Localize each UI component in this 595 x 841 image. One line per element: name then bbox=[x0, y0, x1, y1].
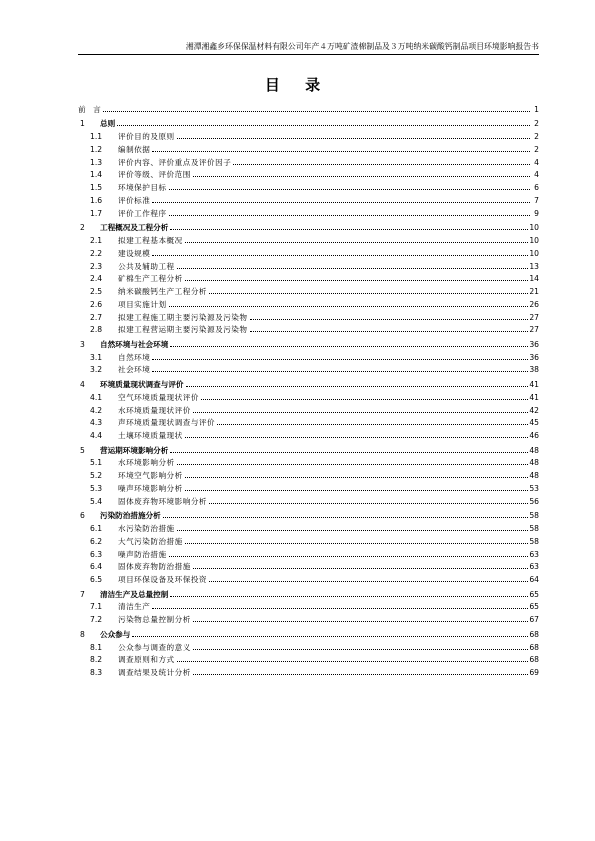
toc-entry-page-number: 65 bbox=[529, 589, 539, 599]
toc-entry-number: 2.3 bbox=[90, 261, 103, 271]
toc-entry[interactable] bbox=[78, 220, 539, 233]
toc-entry[interactable] bbox=[78, 141, 539, 154]
toc-entry[interactable] bbox=[78, 192, 539, 205]
dot-leader bbox=[177, 660, 529, 662]
toc-entry-number: 2.8 bbox=[90, 325, 103, 335]
toc-entry[interactable] bbox=[78, 309, 539, 322]
toc-entry-number: 6.3 bbox=[90, 549, 103, 559]
toc-entry-title: 工程概况及工程分析 bbox=[100, 223, 169, 233]
toc-entry-number: 4.2 bbox=[90, 405, 103, 415]
dot-leader bbox=[170, 595, 528, 597]
dot-leader bbox=[193, 673, 528, 675]
toc-entry-number: 3.2 bbox=[90, 365, 103, 375]
toc-entry[interactable] bbox=[78, 245, 539, 258]
toc-entry-page-number: 48 bbox=[529, 445, 539, 455]
toc-entry-page-number: 65 bbox=[529, 602, 539, 612]
dot-leader bbox=[185, 436, 529, 438]
toc-entry-title: 水污染防治措施 bbox=[118, 524, 175, 534]
toc-entry-page-number: 56 bbox=[529, 496, 539, 506]
dot-leader bbox=[132, 635, 528, 637]
toc-entry-number: 1 bbox=[80, 119, 85, 129]
toc-entry-number: 1.7 bbox=[90, 208, 103, 218]
dot-leader bbox=[193, 648, 528, 650]
toc-entry-page-number: 2 bbox=[534, 132, 539, 142]
toc-entry-number: 6 bbox=[80, 511, 85, 521]
toc-entry-page-number: 63 bbox=[529, 549, 539, 559]
toc-entry-number: 1.5 bbox=[90, 183, 103, 193]
toc-entry-title: 水环境质量现状评价 bbox=[118, 405, 191, 415]
toc-entry-page-number: 36 bbox=[529, 339, 539, 349]
toc-entry[interactable] bbox=[78, 533, 539, 546]
toc-entry-title: 噪声环境影响分析 bbox=[118, 483, 183, 493]
toc-entry-title: 拟建工程营运期主要污染源及污染物 bbox=[118, 325, 248, 335]
toc-entry-title: 评价工作程序 bbox=[118, 208, 167, 218]
dot-leader bbox=[193, 620, 528, 622]
toc-entry-number: 8.2 bbox=[90, 655, 103, 665]
toc-entry[interactable] bbox=[78, 283, 539, 296]
toc-entry-title: 污染物总量控制分析 bbox=[118, 615, 191, 625]
toc-entry-number: 7.2 bbox=[90, 615, 103, 625]
header-rule bbox=[78, 54, 539, 55]
toc-entry-number: 1.2 bbox=[90, 144, 103, 154]
toc-entry-page-number: 21 bbox=[529, 287, 539, 297]
toc-entry-number: 6.4 bbox=[90, 562, 103, 572]
toc-entry-title: 水环境影响分析 bbox=[118, 458, 175, 468]
toc-entry-page-number: 7 bbox=[534, 195, 539, 205]
toc-entry-title: 矿棉生产工程分析 bbox=[118, 274, 183, 284]
toc-entry[interactable] bbox=[78, 296, 539, 309]
toc-entry[interactable] bbox=[78, 493, 539, 506]
dot-leader bbox=[177, 463, 529, 465]
dot-leader bbox=[209, 292, 528, 294]
toc-entry-page-number: 27 bbox=[529, 325, 539, 335]
toc-entry-number: 8.1 bbox=[90, 642, 103, 652]
dot-leader bbox=[193, 567, 528, 569]
toc-entry-page-number: 27 bbox=[529, 312, 539, 322]
dot-leader bbox=[217, 423, 528, 425]
toc-entry[interactable] bbox=[78, 467, 539, 480]
toc-entry[interactable] bbox=[78, 442, 539, 455]
dot-leader bbox=[152, 358, 528, 360]
toc-entry[interactable] bbox=[78, 586, 539, 599]
dot-leader bbox=[152, 254, 528, 256]
toc-entry-number: 3 bbox=[80, 339, 85, 349]
toc-entry-title: 固体废弃物防治措施 bbox=[118, 562, 191, 572]
toc-entry-page-number: 68 bbox=[529, 629, 539, 639]
toc-entry-number: 6.1 bbox=[90, 524, 103, 534]
toc-entry-title: 大气污染防治措施 bbox=[118, 536, 183, 546]
dot-leader bbox=[170, 228, 528, 230]
toc-entry-title: 空气环境质量现状评价 bbox=[118, 392, 199, 402]
toc-entry-number: 6.2 bbox=[90, 536, 103, 546]
toc-entry-title: 调查结果及统计分析 bbox=[118, 668, 191, 678]
toc-entry-page-number: 9 bbox=[534, 208, 539, 218]
dot-leader bbox=[233, 163, 530, 165]
toc-entry[interactable] bbox=[78, 480, 539, 493]
toc-entry[interactable] bbox=[78, 336, 539, 349]
toc-entry-page-number: 69 bbox=[529, 668, 539, 678]
toc-entry[interactable] bbox=[78, 455, 539, 468]
toc-entry-page-number: 46 bbox=[529, 431, 539, 441]
toc-entry-page-number: 68 bbox=[529, 642, 539, 652]
dot-leader bbox=[201, 398, 528, 400]
toc-entry[interactable] bbox=[78, 349, 539, 362]
toc-entry[interactable] bbox=[78, 599, 539, 612]
toc-entry-number: 7.1 bbox=[90, 602, 103, 612]
toc-entry[interactable] bbox=[78, 271, 539, 284]
toc-entry-page-number: 58 bbox=[529, 511, 539, 521]
toc-entry[interactable] bbox=[78, 415, 539, 428]
toc-entry-number: 1.4 bbox=[90, 170, 103, 180]
toc-entry-page-number: 2 bbox=[534, 144, 539, 154]
toc-entry-page-number: 4 bbox=[534, 170, 539, 180]
toc-entry-title: 土壤环境质量现状 bbox=[118, 431, 183, 441]
dot-leader bbox=[170, 451, 528, 453]
toc-entry-page-number: 2 bbox=[534, 119, 539, 129]
toc-entry-number: 8.3 bbox=[90, 668, 103, 678]
toc-entry-page-number: 53 bbox=[529, 483, 539, 493]
toc-entry[interactable] bbox=[78, 626, 539, 639]
dot-leader bbox=[250, 330, 529, 332]
toc-entry-title: 调查原则和方式 bbox=[118, 655, 175, 665]
toc-entry-number: 5.3 bbox=[90, 483, 103, 493]
toc-entry-title: 编制依据 bbox=[118, 144, 151, 154]
toc-entry-page-number: 58 bbox=[529, 536, 539, 546]
toc-entry-title: 环境空气影响分析 bbox=[118, 471, 183, 481]
toc-entry-title: 固体废弃物环境影响分析 bbox=[118, 496, 208, 506]
toc-entry-page-number: 36 bbox=[529, 352, 539, 362]
toc-entry[interactable] bbox=[78, 546, 539, 559]
dot-leader bbox=[193, 411, 528, 413]
toc-entry-title: 拟建工程基本概况 bbox=[118, 236, 183, 246]
toc-entry-title: 公众参与调查的意义 bbox=[118, 642, 191, 652]
toc-entry-page-number: 6 bbox=[534, 183, 539, 193]
toc-entry-title: 噪声防治措施 bbox=[118, 549, 167, 559]
toc-entry-page-number: 64 bbox=[529, 575, 539, 585]
toc-entry-number: 4.1 bbox=[90, 392, 103, 402]
toc-entry-page-number: 67 bbox=[529, 615, 539, 625]
dot-leader bbox=[177, 267, 529, 269]
toc-entry-title: 清洁生产 bbox=[118, 602, 151, 612]
toc-entry-number: 1.1 bbox=[90, 132, 103, 142]
toc-entry[interactable] bbox=[78, 639, 539, 652]
toc-entry[interactable] bbox=[78, 652, 539, 665]
dot-leader bbox=[169, 214, 530, 216]
toc-entry-title: 公共及辅助工程 bbox=[118, 261, 175, 271]
dot-leader bbox=[152, 370, 528, 372]
toc-entry-number: 2.1 bbox=[90, 236, 103, 246]
toc-entry-title: 声环境质量现状调查与评价 bbox=[118, 418, 216, 428]
dot-leader bbox=[169, 305, 529, 307]
dot-leader bbox=[177, 137, 530, 139]
toc-entry[interactable] bbox=[78, 154, 539, 167]
toc-entry-title: 评价内容、评价重点及评价因子 bbox=[118, 157, 232, 167]
dot-leader bbox=[185, 279, 529, 281]
toc-entry-title: 总则 bbox=[100, 119, 116, 129]
toc-entry-number: 6.5 bbox=[90, 575, 103, 585]
toc-entry-page-number: 10 bbox=[529, 248, 539, 258]
toc-entry-number: 5.4 bbox=[90, 496, 103, 506]
toc-entry[interactable] bbox=[78, 167, 539, 180]
toc-entry-title: 评价标准 bbox=[118, 195, 151, 205]
toc-entry-title: 项目环保设备及环保投资 bbox=[118, 575, 208, 585]
dot-leader bbox=[152, 150, 530, 152]
toc-entry[interactable] bbox=[78, 508, 539, 521]
toc-entry-page-number: 58 bbox=[529, 524, 539, 534]
toc-entry-page-number: 48 bbox=[529, 458, 539, 468]
dot-leader bbox=[185, 489, 529, 491]
toc-entry-page-number: 4 bbox=[534, 157, 539, 167]
toc-entry[interactable] bbox=[78, 520, 539, 533]
toc-entry[interactable] bbox=[78, 571, 539, 584]
toc-entry-number: 7 bbox=[80, 589, 85, 599]
toc-entry-number: 5 bbox=[80, 445, 85, 455]
toc-entry-title: 社会环境 bbox=[118, 365, 151, 375]
toc-entry[interactable] bbox=[78, 232, 539, 245]
toc-entry-page-number: 45 bbox=[529, 418, 539, 428]
dot-leader bbox=[152, 607, 528, 609]
table-of-contents bbox=[78, 101, 539, 677]
dot-leader bbox=[170, 345, 528, 347]
toc-entry-number: 2.6 bbox=[90, 299, 103, 309]
toc-entry-number: 2.2 bbox=[90, 248, 103, 258]
toc-entry-title: 前 言 bbox=[78, 104, 101, 114]
toc-entry[interactable] bbox=[78, 116, 539, 129]
dot-leader bbox=[250, 318, 529, 320]
dot-leader bbox=[163, 516, 529, 518]
toc-entry-number: 2.4 bbox=[90, 274, 103, 284]
toc-entry-page-number: 10 bbox=[529, 223, 539, 233]
toc-entry-title: 拟建工程施工期主要污染源及污染物 bbox=[118, 312, 248, 322]
dot-leader bbox=[193, 175, 530, 177]
running-header: 湘潭湘鑫乡环保保温材料有限公司年产４万吨矿渣棉制品及３万吨纳米碳酸钙制品项目环境影响报告书 bbox=[185, 42, 539, 51]
toc-entry-title: 环境保护目标 bbox=[118, 183, 167, 193]
toc-entry[interactable] bbox=[78, 101, 539, 114]
toc-entry-number: 8 bbox=[80, 629, 85, 639]
toc-entry-page-number: 13 bbox=[529, 261, 539, 271]
toc-entry[interactable] bbox=[78, 611, 539, 624]
dot-leader bbox=[185, 476, 529, 478]
toc-entry-page-number: 10 bbox=[529, 236, 539, 246]
toc-entry-number: 4 bbox=[80, 380, 85, 390]
toc-entry[interactable] bbox=[78, 205, 539, 218]
toc-entry-title: 评价等级、评价范围 bbox=[118, 170, 191, 180]
toc-entry-title: 自然环境与社会环境 bbox=[100, 339, 169, 349]
toc-entry-title: 污染防治措施分析 bbox=[100, 511, 161, 521]
toc-entry-title: 纳米碳酸钙生产工程分析 bbox=[118, 287, 208, 297]
toc-entry-title: 项目实施计划 bbox=[118, 299, 167, 309]
toc-entry[interactable] bbox=[78, 664, 539, 677]
toc-entry-page-number: 41 bbox=[529, 380, 539, 390]
dot-leader bbox=[209, 580, 528, 582]
toc-entry-page-number: 63 bbox=[529, 562, 539, 572]
toc-entry-title: 建设规模 bbox=[118, 248, 151, 258]
toc-entry[interactable] bbox=[78, 179, 539, 192]
toc-entry-number: 4.4 bbox=[90, 431, 103, 441]
toc-entry[interactable] bbox=[78, 389, 539, 402]
toc-entry[interactable] bbox=[78, 402, 539, 415]
dot-leader bbox=[169, 188, 530, 190]
toc-entry-page-number: 14 bbox=[529, 274, 539, 284]
toc-entry-number: 5.1 bbox=[90, 458, 103, 468]
toc-entry-title: 评价目的及原则 bbox=[118, 132, 175, 142]
toc-entry[interactable] bbox=[78, 362, 539, 375]
toc-entry-number: 4.3 bbox=[90, 418, 103, 428]
toc-entry[interactable] bbox=[78, 376, 539, 389]
toc-entry-title: 公众参与 bbox=[100, 629, 131, 639]
toc-entry-title: 环境质量现状调查与评价 bbox=[100, 380, 184, 390]
dot-leader bbox=[185, 542, 529, 544]
dot-leader bbox=[177, 529, 529, 531]
dot-leader bbox=[117, 124, 530, 126]
toc-entry[interactable] bbox=[78, 427, 539, 440]
toc-entry-title: 营运期环境影响分析 bbox=[100, 445, 169, 455]
toc-entry-number: 2 bbox=[80, 223, 85, 233]
toc-entry-page-number: 38 bbox=[529, 365, 539, 375]
toc-entry-page-number: 1 bbox=[534, 104, 539, 114]
dot-leader bbox=[152, 201, 530, 203]
page-title: 目 录 bbox=[264, 76, 331, 94]
toc-entry-number: 2.5 bbox=[90, 287, 103, 297]
dot-leader bbox=[186, 385, 529, 387]
toc-entry-page-number: 41 bbox=[529, 392, 539, 402]
toc-entry-title: 清洁生产及总量控制 bbox=[100, 589, 169, 599]
toc-entry-page-number: 48 bbox=[529, 471, 539, 481]
toc-entry-number: 5.2 bbox=[90, 471, 103, 481]
dot-leader bbox=[103, 110, 530, 112]
toc-entry-page-number: 26 bbox=[529, 299, 539, 309]
toc-entry-number: 3.1 bbox=[90, 352, 103, 362]
toc-entry-number: 1.3 bbox=[90, 157, 103, 167]
toc-entry[interactable] bbox=[78, 559, 539, 572]
toc-entry[interactable] bbox=[78, 322, 539, 335]
toc-entry-number: 1.6 bbox=[90, 195, 103, 205]
dot-leader bbox=[185, 241, 529, 243]
toc-entry-page-number: 68 bbox=[529, 655, 539, 665]
dot-leader bbox=[169, 555, 529, 557]
dot-leader bbox=[209, 502, 528, 504]
toc-entry-number: 2.7 bbox=[90, 312, 103, 322]
toc-entry[interactable] bbox=[78, 128, 539, 141]
toc-entry-title: 自然环境 bbox=[118, 352, 151, 362]
toc-entry[interactable] bbox=[78, 258, 539, 271]
toc-entry-page-number: 42 bbox=[529, 405, 539, 415]
